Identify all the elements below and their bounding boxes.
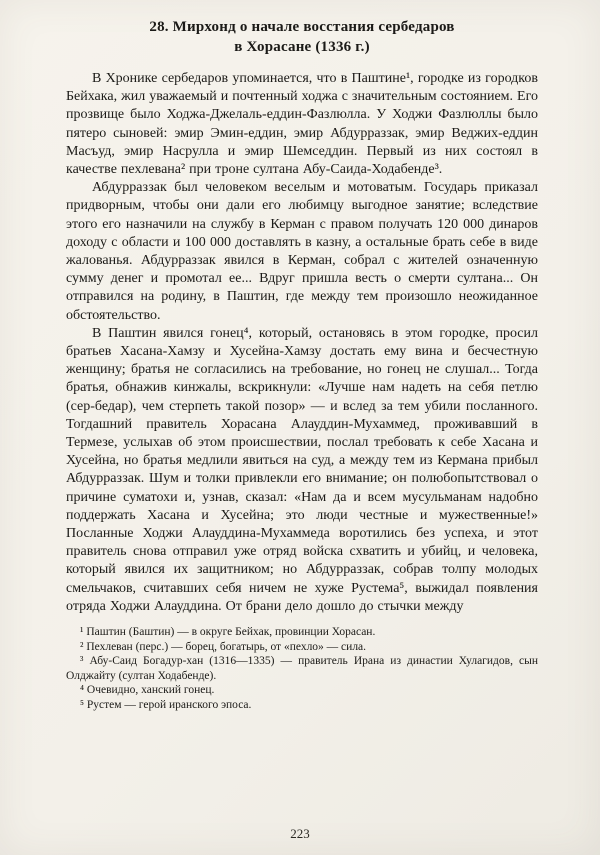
footnotes [66, 625, 538, 713]
body-text [66, 70, 538, 616]
paragraph-2: Абдурраззак был человеком веселым и мотоватым. Государь приказал придворным, чтобы они дали его любимцу выгодное занятие; вследствие этого его назначили на службу в Керман с правом получать 120 000 динаров доходу с области и 100 000 доставлять в казну, а остальные брать себе в виде жалованья. Абдурраззак явился в Керман, собрал с жителей означенную сумму денег и промотал ее... Вдруг пришла весть о смерти султана... Он отправился на родину, в Паштин, где между тем произошло неожиданное обстоятельство. [66, 180, 538, 323]
footnote-5: ⁵ Рустем — герой иранского эпоса. [80, 699, 252, 712]
footnote-2: ² Пехлеван (перс.) — борец, богатырь, от «пехло» — сила. [80, 640, 367, 653]
chapter-title [66, 17, 538, 57]
footnote-3: ³ Абу-Саид Богадур-хан (1316—1335) — правитель Ирана из династии Хулагидов, сын Олджайту (султан Ходабенде). [66, 655, 538, 682]
paragraph-3: В Паштин явился гонец⁴, который, остановясь в этом городке, просил братьев Хасана-Хамзу и Хусейна-Хамзу достать ему вина и бесчестную женщину; братья не согласились на требование, но гонец не слушал... Тогда братья, обнажив кинжалы, вскрикнули: «Лучше нам надеть на себя петлю (сер-бедар), чем стерпеть такой позор» — и вслед за тем убили посланного. Тогдашний правитель Хорасана Алауддин-Мухаммед, проживавший в Термезе, услыхав об этом происшествии, послал требовать к себе Хасана и Хусейна, но братья медлили явиться на суд, а между тем из Кермана прибыл Абдурраззак. Шум и толки привлекли его внимание; он полюбопытствовал о причине суматохи и, узнав, сказал: «Нам да и всем мусульманам надобно поддержать Хасана и Хусейна; это люди честные и мужественные!» Посланные Ходжи Алауддина-Мухаммеда воротились без успеха, и этот правитель снова отправил уже отряд войска схватить и убийц, и человека, который явился их защитником; но Абдурраззак, собрав толпу молодых смельчаков, считавших себя ничем не хуже Рустема⁵, выжидал появления отряда Ходжи Алауддина. От брани дело дошло до стычки между [66, 325, 538, 614]
chapter-title-line1: 28. Мирхонд о начале восстания сербедаров [149, 19, 455, 35]
page-number: 223 [290, 826, 310, 841]
footnote-4: ⁴ Очевидно, ханский гонец. [80, 684, 215, 697]
chapter-title-line2: в Хорасане (1336 г.) [234, 39, 370, 55]
paragraph-1: В Хронике сербедаров упоминается, что в Паштине¹, городке из городков Бейхака, жил уважаемый и почтенный ходжа с значительным состоянием. Его прозвище было Ходжа-Джелаль-еддин-Фазлюлла. У Ходжи Фазлюллы было пятеро сыновей: эмир Эмин-еддин, эмир Абдурраззак, эмир Веджих-еддин Масъуд, эмир Насрулла и эмир Шемседдин. Первый из них состоял в качестве пехлевана² при троне султана Абу-Саида-Ходабенде³. [66, 71, 538, 178]
footnote-1: ¹ Паштин (Баштин) — в округе Бейхак, провинции Хорасан. [80, 626, 376, 639]
